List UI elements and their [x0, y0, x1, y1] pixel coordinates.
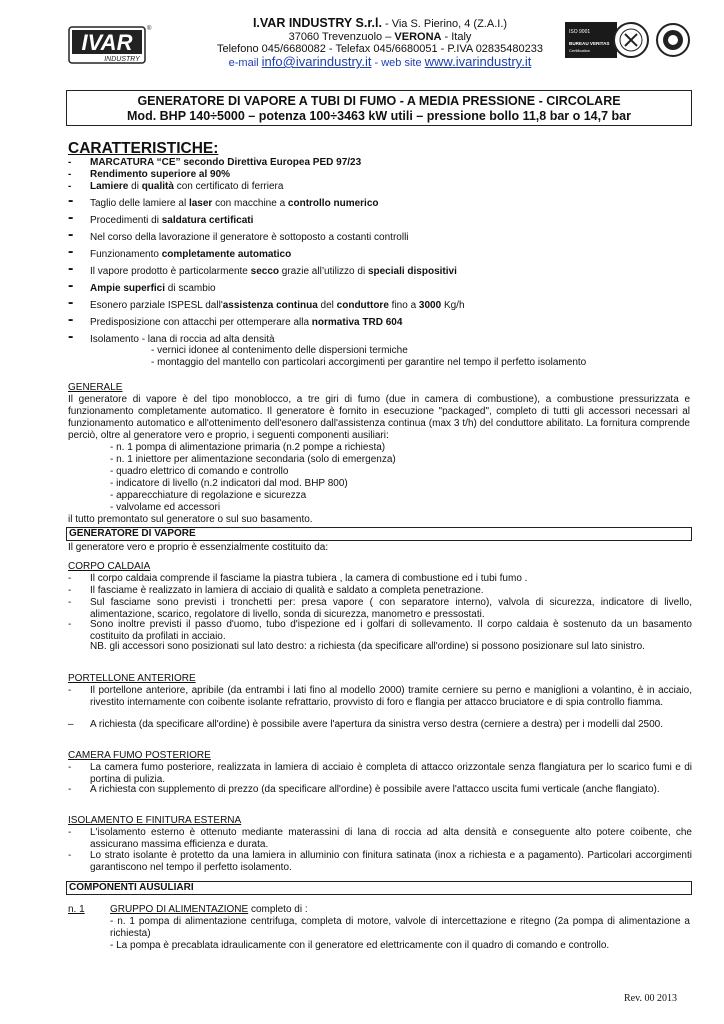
svg-text:BUREAU VERITAS: BUREAU VERITAS	[569, 41, 610, 46]
email-link[interactable]: info@ivarindustry.it	[261, 54, 372, 69]
features-heading: CARATTERISTICHE:	[68, 140, 219, 157]
website-link[interactable]: www.ivarindustry.it	[424, 54, 532, 69]
product-title-box	[66, 90, 692, 126]
svg-text:IVAR: IVAR	[81, 30, 133, 55]
isolamento-heading: ISOLAMENTO E FINITURA ESTERNA	[68, 815, 242, 826]
svg-text:INDUSTRY: INDUSTRY	[104, 56, 140, 63]
bureau-veritas-cert-logo	[565, 22, 617, 58]
generale-closing: il tutto premontato sul generatore o sul suo basamento.	[68, 514, 313, 525]
portellone-heading: PORTELLONE ANTERIORE	[68, 673, 196, 684]
generale-list-item: - apparecchiature di regolazione e sicurezza	[110, 490, 307, 501]
company-phone: Telefono 045/6680082 - Telefax 045/6680051 - P.IVA 02835480233	[216, 43, 543, 55]
corpo-caldaia-heading: CORPO CALDAIA	[68, 561, 151, 572]
company-name-line	[150, 17, 610, 31]
company-address: - Via S. Pierino, 4 (Z.A.I.)	[381, 18, 508, 30]
product-model-line: Mod. BHP 140÷5000 – potenza 100÷3463 kW utili – pressione bollo 11,8 bar o 14,7 bar	[127, 109, 631, 123]
generale-list-item: - indicatore di livello (n.2 indicatori dal mod. BHP 800)	[110, 478, 348, 489]
company-city: VERONA	[394, 31, 442, 43]
generatore-vapore-heading: GENERATORE DI VAPORE	[66, 527, 692, 541]
generale-text: Il generatore di vapore è del tipo monoblocco, a tre giri di fumo (due in camera di combustione), a combustione pressurizzata e funzionamento completamente automatico. Il generatore è fornito in esecuzione "packaged", completo di tutti gli accessori necessari al funzionamento automatico e all'ottenimento dell'esonero dall'assistenza continua (max 3 t/h) del conduttore abilitato. La fornitura comprende perciò, oltre al generatore vero e proprio, i seguenti componenti ausiliari:	[68, 394, 690, 441]
generale-list-item: - valvolame ed accessori	[110, 502, 221, 513]
gruppo-alimentazione-line: GRUPPO DI ALIMENTAZIONE completo di :	[110, 904, 308, 915]
company-city-line: 37060 Trevenzuolo – VERONA - Italy	[288, 31, 472, 43]
generatore-vapore-text: Il generatore vero e proprio è essenzialmente costituito da:	[68, 542, 329, 553]
company-contacts: e-mail info@ivarindustry.it - web site www.ivarindustry.it	[228, 54, 532, 69]
camera-fumo-heading: CAMERA FUMO POSTERIORE	[68, 750, 211, 761]
svg-text:®: ®	[147, 26, 152, 32]
generale-list-item: - n. 1 pompa di alimentazione primaria (n.2 pompe a richiesta)	[110, 442, 386, 453]
accredia-seal-icon	[655, 20, 691, 60]
componenti-heading: COMPONENTI AUSULIARI	[66, 881, 692, 895]
certification-seal-icon	[612, 20, 650, 60]
svg-text:ISO 9001: ISO 9001	[569, 29, 591, 35]
company-logo	[68, 24, 150, 68]
componenti-qty: n. 1	[68, 904, 85, 915]
svg-text:Certification: Certification	[569, 48, 591, 53]
feature-subitem: - montaggio del mantello con particolari accorgimenti per garantire nel tempo il perfetto isolamento	[151, 357, 587, 368]
generale-list-item: - quadro elettrico di comando e controllo	[110, 466, 289, 477]
company-name: I.VAR INDUSTRY S.r.l.	[252, 16, 382, 30]
revision-footer: Rev. 00 2013	[624, 993, 677, 1004]
generale-heading: GENERALE	[68, 382, 123, 393]
generale-list-item: - n. 1 iniettore per alimentazione secondaria (solo di emergenza)	[110, 454, 396, 465]
feature-subitem: - vernici idonee al contenimento delle dispersioni termiche	[151, 345, 408, 356]
product-title: GENERATORE DI VAPORE A TUBI DI FUMO - A MEDIA PRESSIONE - CIRCOLARE	[137, 94, 621, 108]
